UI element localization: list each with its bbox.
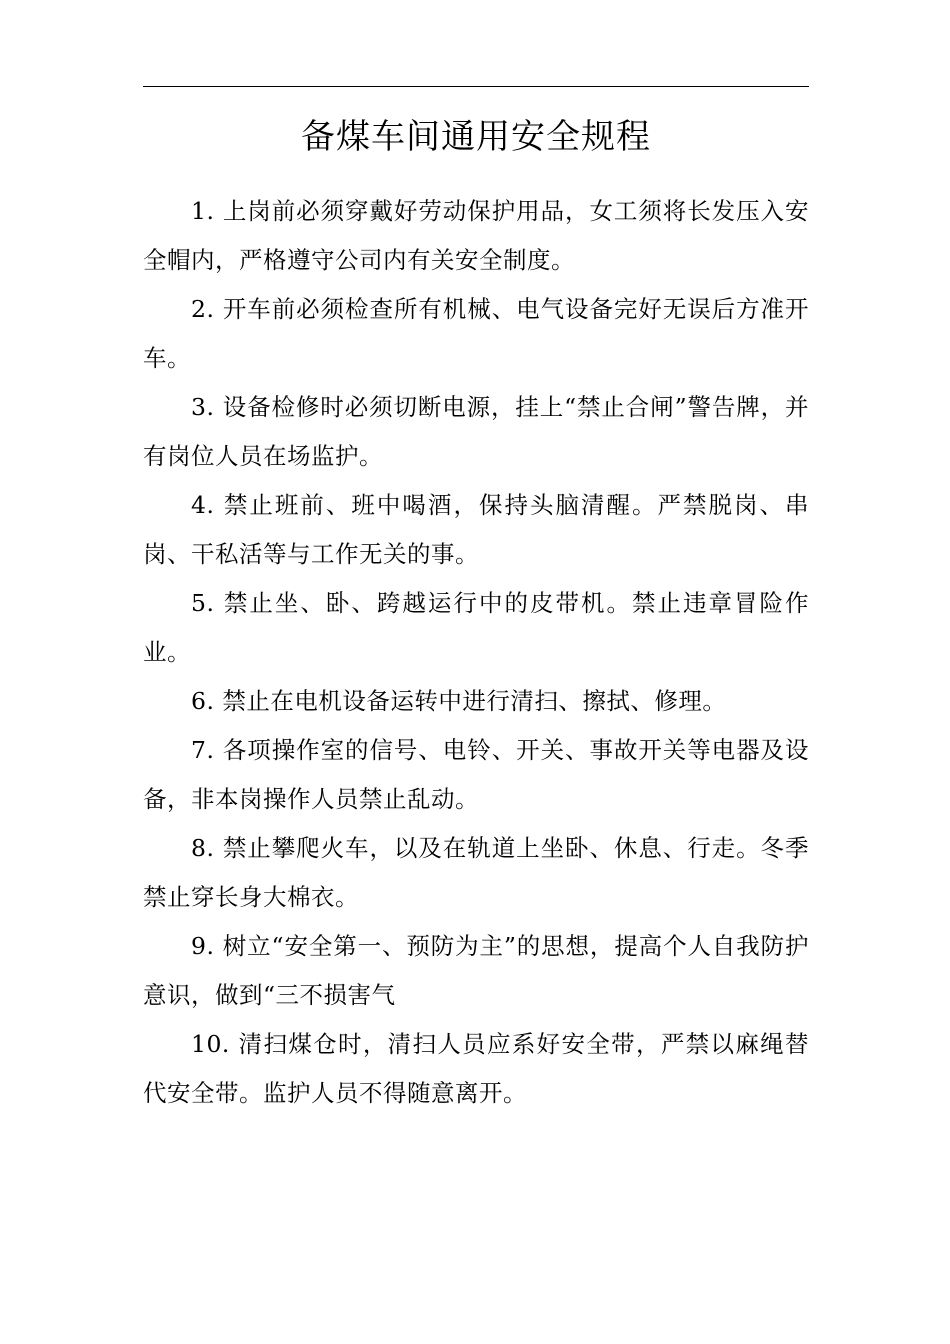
rule-item-8: 8. 禁止攀爬火车，以及在轨道上坐卧、休息、行走。冬季禁止穿长身大棉衣。 — [143, 834, 809, 911]
rule-item-4: 4. 禁止班前、班中喝酒，保持头脑清醒。严禁脱岗、串岗、干私活等与工作无关的事。 — [143, 491, 810, 568]
rule-item-10: 10. 清扫煤仓时，清扫人员应系好安全带，严禁以麻绳替代安全带。监护人员不得随意离开。 — [143, 1030, 809, 1107]
rule-item-2: 2. 开车前必须检查所有机械、电气设备完好无误后方准开车。 — [143, 295, 809, 372]
document-title: 备煤车间通用安全规程 — [301, 117, 651, 157]
header-divider — [143, 86, 809, 87]
rule-item-9: 9. 树立“安全第一、预防为主”的思想，提高个人自我防护意识，做到“三不损害气 — [143, 932, 809, 1009]
rule-item-7: 7. 各项操作室的信号、电铃、开关、事故开关等电器及设备，非本岗操作人员禁止乱动。 — [143, 736, 809, 813]
rule-item-1: 1. 上岗前必须穿戴好劳动保护用品，女工须将长发压入安全帽内，严格遵守公司内有关安全制度。 — [143, 197, 809, 274]
rule-item-3: 3. 设备检修时必须切断电源，挂上“禁止合闸”警告牌，并有岗位人员在场监护。 — [143, 393, 809, 470]
rules-list — [143, 187, 809, 1118]
rule-item-5: 5. 禁止坐、卧、跨越运行中的皮带机。禁止违章冒险作业。 — [143, 589, 810, 666]
rule-item-6: 6. 禁止在电机设备运转中进行清扫、擦拭、修理。 — [191, 687, 727, 715]
